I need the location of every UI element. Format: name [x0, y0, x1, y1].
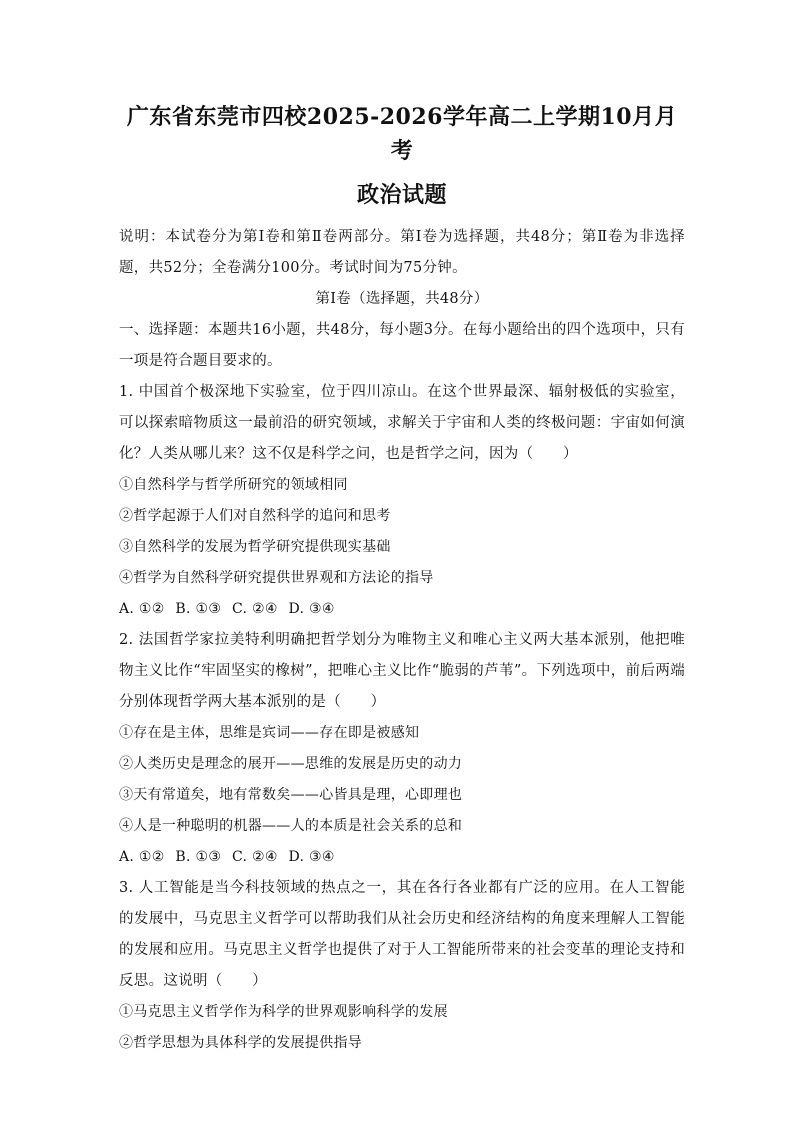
- question-stem: 1. 中国首个极深地下实验室，位于四川凉山。在这个世界最深、辐射极低的实验室，可以探索暗物质这一最前沿的研究领域，求解关于宇宙和人类的终极问题：宇宙如何演化？人类从哪儿来？这不仅是科学之问，也是哲学之问，因为（ ）: [119, 384, 685, 462]
- question-option: ①自然科学与哲学所研究的领域相同: [119, 477, 348, 493]
- question-option: ④哲学为自然科学研究提供世界观和方法论的指导: [119, 570, 434, 586]
- question-2: [119, 625, 685, 873]
- question-option: ③天有常道矣，地有常数矣——心皆具是理，心即理也: [119, 787, 463, 803]
- exam-page: [119, 100, 685, 1059]
- answer-choice-b: B. ①③: [175, 849, 222, 865]
- section-instruction: 一、选择题：本题共16小题，共48分，每小题3分。在每小题给出的四个选项中，只有一项是符合题目要求的。: [119, 322, 685, 369]
- answer-choice-c: C. ②④: [231, 849, 278, 865]
- answer-choice-a: A. ①②: [119, 849, 165, 865]
- question-stem: 2. 法国哲学家拉美特利明确把哲学划分为唯物主义和唯心主义两大基本派别，他把唯物主义比作“牢固坚实的橡树”，把唯心主义比作“脆弱的芦苇”。下列选项中，前后两端分别体现哲学两大基本派别的是（ ）: [119, 632, 685, 710]
- question-option: ③自然科学的发展为哲学研究提供现实基础: [119, 539, 391, 555]
- answer-choice-b: B. ①③: [175, 601, 222, 617]
- part-title: 第Ⅰ卷（选择题，共48分）: [315, 291, 489, 307]
- answer-choice-d: D. ③④: [288, 849, 335, 865]
- question-1: [119, 377, 685, 625]
- answer-choice-d: D. ③④: [288, 601, 335, 617]
- question-stem: 3. 人工智能是当今科技领域的热点之一，其在各行各业都有广泛的应用。在人工智能的发展中，马克思主义哲学可以帮助我们从社会历史和经济结构的角度来理解人工智能的发展和应用。马克思主义哲学也提供了对于人工智能所带来的社会变革的理论支持和反思。这说明（ ）: [119, 880, 685, 989]
- answer-choice-c: C. ②④: [231, 601, 278, 617]
- question-option: ②人类历史是理念的展开——思维的发展是历史的动力: [119, 756, 463, 772]
- question-option: ①马克思主义哲学作为科学的世界观影响科学的发展: [119, 1004, 448, 1020]
- question-option: ②哲学起源于人们对自然科学的追问和思考: [119, 508, 391, 524]
- answer-choices: [119, 842, 685, 873]
- question-option: ②哲学思想为具体科学的发展提供指导: [119, 1035, 363, 1051]
- question-option: ①存在是主体，思维是宾词——存在即是被感知: [119, 725, 420, 741]
- exam-title-line1: 广东省东莞市四校2025-2026学年高二上学期10月月考: [126, 104, 678, 164]
- answer-choices: [119, 594, 685, 625]
- question-option: ④人是一种聪明的机器——人的本质是社会关系的总和: [119, 818, 463, 834]
- question-3: [119, 873, 685, 1059]
- exam-note: 说明：本试卷分为第Ⅰ卷和第Ⅱ卷两部分。第Ⅰ卷为选择题，共48分；第Ⅱ卷为非选择题，共52分；全卷满分100分。考试时间为75分钟。: [119, 229, 685, 276]
- answer-choice-a: A. ①②: [119, 601, 165, 617]
- exam-title-line2: 政治试题: [356, 182, 447, 208]
